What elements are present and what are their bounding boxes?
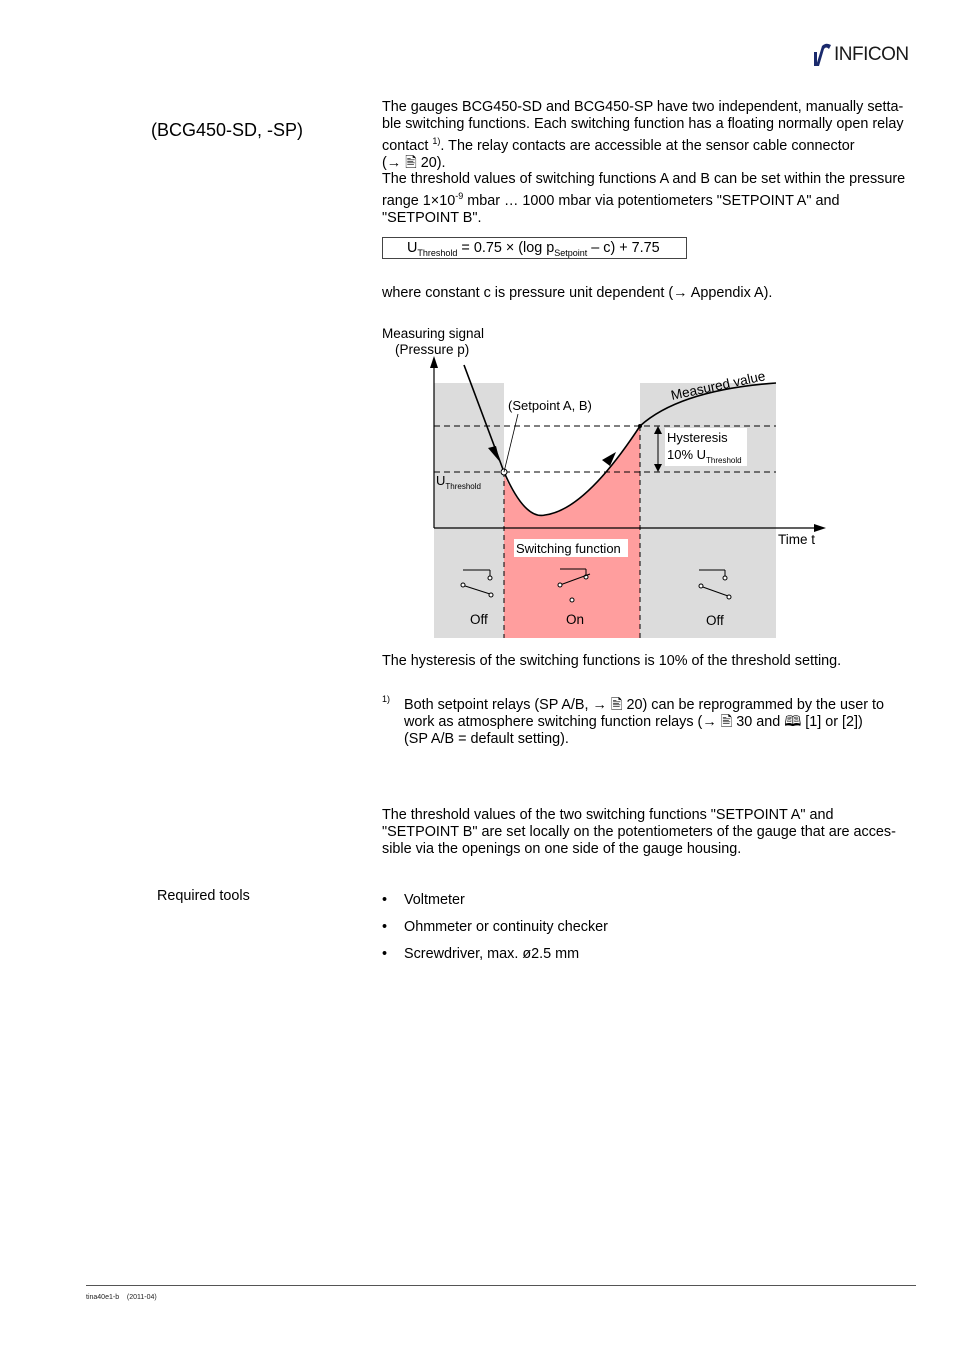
footnote-line-1: Both setpoint relays (SP A/B, → 🖹 20) can be reprogrammed by the user to (404, 697, 885, 713)
setting-line-2: "SETPOINT B" are set locally on the potentiometers of the gauge that are acces- (382, 824, 896, 840)
hysteresis-note: The hysteresis of the switching functions is 10% of the threshold setting. (382, 653, 842, 669)
switching-diagram (380, 320, 840, 650)
threshold-exponent: -9 (455, 191, 464, 201)
setting-line-3: sible via the openings on one side of the gauge housing. (382, 841, 742, 857)
state-label-off-left: Off (470, 612, 488, 627)
footer-doc-id: tina40e1-b (86, 1294, 120, 1301)
required-tools-label: Required tools (157, 888, 250, 904)
formula-end: – c) + 7.75 (587, 240, 660, 256)
intro-line-3-post: . The relay contacts are accessible at the sensor cable connector (440, 137, 855, 154)
logo-text: INFICON (834, 44, 909, 65)
bullet-icon: • (382, 892, 388, 908)
intro-line-3 (382, 133, 922, 155)
footnote-line-2: work as atmosphere switching function relays (→ 🖹 30 and 🕮 [1] or [2]) (404, 714, 863, 730)
off-region-left (434, 383, 504, 638)
hysteresis-label-1: Hysteresis (667, 430, 728, 445)
off-region-right (640, 383, 776, 638)
threshold-line-2-pre: range 1×10 (382, 192, 456, 209)
threshold-line-3: "SETPOINT B". (382, 209, 482, 226)
hysteresis-label-2-sub: Threshold (706, 456, 742, 465)
formula-u-sub: Threshold (417, 247, 458, 258)
section-subheading: (BCG450-SD, -SP) (151, 120, 304, 140)
tools-list (382, 892, 922, 972)
switching-label: Switching function (516, 541, 621, 556)
curve-label: Measured value (669, 368, 767, 403)
intro-line-1: The gauges BCG450-SD and BCG450-SP have two independent, manually setta- (382, 99, 904, 115)
setting-paragraph (382, 807, 922, 858)
tool-voltmeter: Voltmeter (404, 892, 465, 908)
x-axis-arrow (814, 524, 826, 532)
intro-line-3-pre: contact (382, 137, 433, 154)
tool-ohmmeter: Ohmmeter or continuity checker (404, 919, 608, 935)
x-label: Time t (778, 532, 815, 547)
switching-diagram-svg (380, 320, 840, 650)
state-label-off-right: Off (706, 613, 724, 628)
threshold-paragraph (382, 171, 922, 227)
threshold-label-sub: Threshold (445, 482, 481, 491)
setting-line-1: The threshold values of the two switching functions "SETPOINT A" and (382, 807, 834, 823)
upper-marker (638, 424, 642, 428)
formula-u: U (407, 240, 418, 256)
footer-rule (86, 1285, 916, 1286)
y-label-2: (Pressure p) (395, 342, 470, 357)
threshold-label-main: U (436, 473, 446, 488)
formula-mid: = 0.75 × (log p (457, 240, 555, 256)
state-label-on: On (566, 612, 585, 627)
setpoint-label: (Setpoint A, B) (508, 398, 592, 413)
formula-p-sub: Setpoint (554, 247, 588, 258)
y-label-1: Measuring signal (382, 326, 485, 341)
hysteresis-label-2-main: 10% U (667, 447, 707, 462)
constant-note: where constant c is pressure unit dependent (→ Appendix A). (382, 285, 773, 301)
bullet-icon: • (382, 919, 388, 935)
footnote-line-3: (SP A/B = default setting). (404, 731, 569, 747)
footnote-ref: 1) (432, 136, 441, 146)
intro-line-4: (→ 🖹 20). (382, 154, 446, 171)
y-axis-arrow (430, 356, 438, 368)
formula-box (382, 237, 687, 259)
intro-line-2: ble switching functions. Each switching function has a floating normally open relay (382, 116, 904, 132)
inficon-logo (812, 42, 916, 68)
inficon-logo-icon (812, 42, 834, 68)
threshold-line-2 (382, 188, 922, 210)
intro-paragraph (382, 99, 922, 172)
footer-text (86, 1294, 157, 1301)
footer-date: (2011-04) (126, 1294, 157, 1301)
threshold-line-2-post: mbar … 1000 mbar via potentiometers "SETPOINT A" and (463, 192, 840, 209)
threshold-line-1: The threshold values of switching functions A and B can be set within the pressure (382, 171, 906, 187)
footnote-text (404, 697, 924, 748)
bullet-icon: • (382, 946, 388, 962)
footnote-mark: 1) (382, 694, 391, 704)
tool-screwdriver: Screwdriver, max. ø2.5 mm (404, 946, 580, 962)
